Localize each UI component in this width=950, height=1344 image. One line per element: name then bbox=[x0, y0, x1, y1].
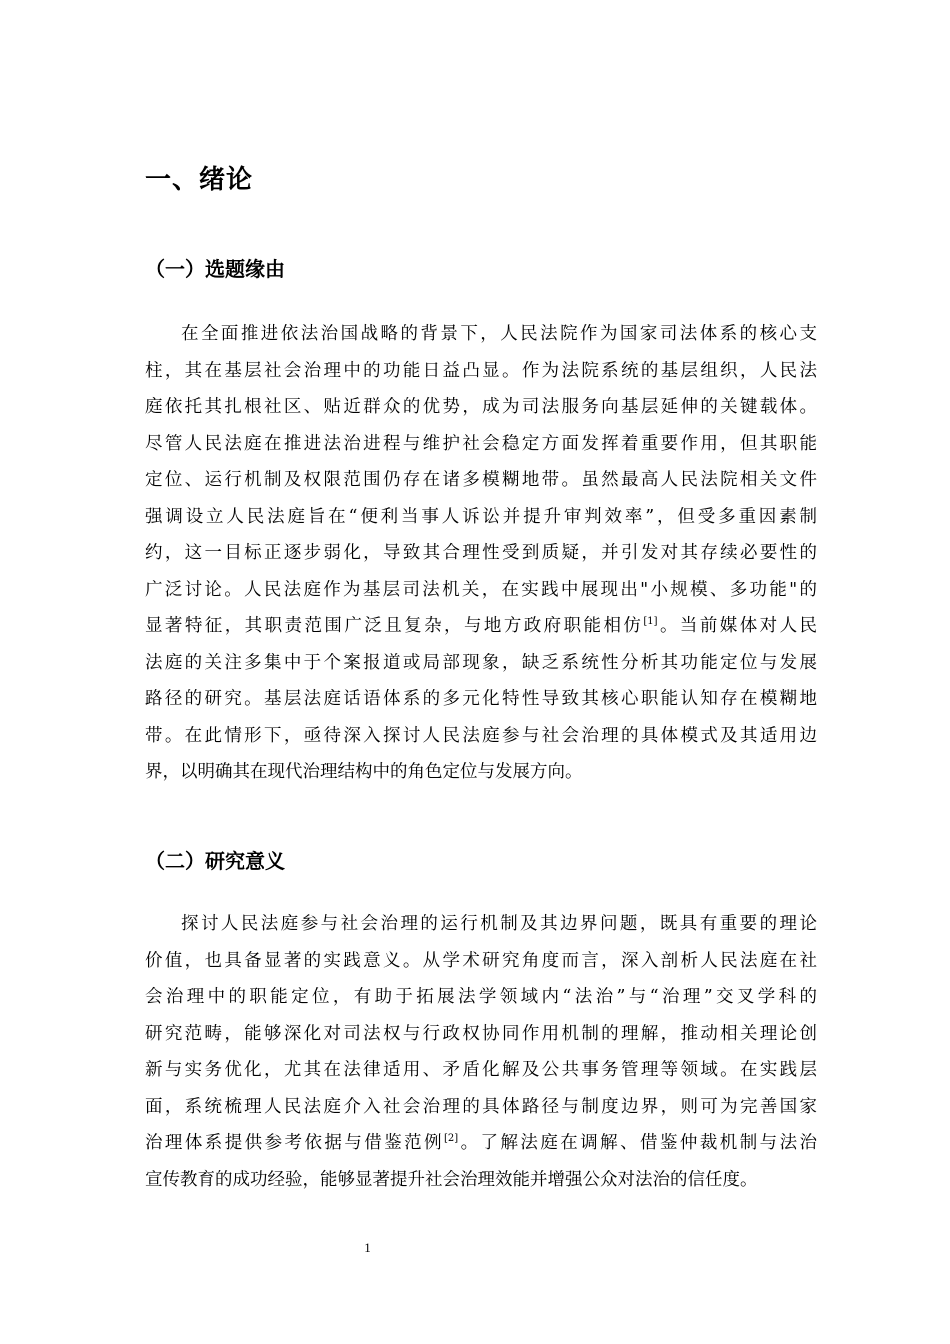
paragraph-line bbox=[145, 681, 817, 718]
paragraph-line bbox=[145, 645, 817, 682]
paragraph-line bbox=[145, 462, 817, 499]
line-text: 宣传教育的成功经验，能够显著提升社会治理效能并增强公众对法治的信任度。 bbox=[145, 1169, 758, 1190]
section-body-topic-reason bbox=[145, 316, 817, 791]
line-text: 探讨人民法庭参与社会治理的运行机制及其边界问题，既具有重要的理论 bbox=[181, 914, 817, 934]
line-text: 面，系统梳理人民法庭介入社会治理的具体路径与制度边界，则可为完善国家 bbox=[145, 1096, 817, 1117]
citation-reference: [2] bbox=[444, 1133, 459, 1144]
paragraph-line bbox=[145, 426, 817, 463]
section-body-research-significance bbox=[145, 906, 817, 1198]
line-text: 约，这一目标正逐步弱化，导致其合理性受到质疑，并引发对其存续必要性的 bbox=[145, 543, 817, 563]
line-text: 价值，也具备显著的实践意义。从学术研究角度而言，深入剖析人民法庭在社 bbox=[145, 950, 817, 971]
paragraph-line bbox=[145, 499, 817, 536]
paragraph-line bbox=[145, 943, 817, 980]
paragraph-line bbox=[145, 979, 817, 1016]
paragraph-line bbox=[145, 1162, 817, 1199]
line-text: 治理体系提供参考依据与借鉴范例 bbox=[145, 1133, 445, 1153]
line-text: 庭依托其扎根社区、贴近群众的优势，成为司法服务向基层延伸的关键载体。 bbox=[145, 397, 817, 417]
paragraph-line bbox=[145, 754, 817, 791]
paragraph-line bbox=[145, 316, 817, 353]
line-text: 定位、运行机制及权限范围仍存在诸多模糊地带。虽然最高人民法院相关文件 bbox=[145, 470, 817, 490]
paragraph-line bbox=[145, 718, 817, 755]
line-text: 柱，其在基层社会治理中的功能日益凸显。作为法院系统的基层组织，人民法 bbox=[145, 360, 817, 381]
line-text: 广泛讨论。人民法庭作为基层司法机关，在实践中展现出"小规模、多功能"的 bbox=[145, 579, 817, 600]
chapter-heading: 一、绪论 bbox=[145, 165, 254, 195]
paragraph-line bbox=[145, 1052, 817, 1089]
line-text: 在全面推进依法治国战略的背景下，人民法院作为国家司法体系的核心支 bbox=[181, 324, 817, 344]
line-text: 界，以明确其在现代治理结构中的角色定位与发展方向。 bbox=[145, 762, 583, 782]
paragraph-line bbox=[145, 1125, 817, 1162]
line-text: 强调设立人民法庭旨在“便利当事人诉讼并提升审判效率”，但受多重因素制 bbox=[145, 506, 817, 527]
line-text: 新与实务优化，尤其在法律适用、矛盾化解及公共事务管理等领域。在实践层 bbox=[145, 1060, 817, 1080]
paragraph-line bbox=[145, 353, 817, 390]
citation-reference: [1] bbox=[643, 616, 658, 627]
section-title-topic-reason: （一）选题缘由 bbox=[145, 257, 285, 281]
line-text: 法庭的关注多集中于个案报道或局部现象，缺乏系统性分析其功能定位与发展 bbox=[145, 652, 817, 673]
line-text: 。当前媒体对人民 bbox=[657, 616, 818, 636]
line-text: 显著特征，其职责范围广泛且复杂，与地方政府职能相仿 bbox=[145, 616, 644, 636]
paragraph-line bbox=[145, 389, 817, 426]
line-text: 研究范畴，能够深化对司法权与行政权协同作用机制的理解，推动相关理论创 bbox=[145, 1023, 817, 1044]
line-text: 尽管人民法庭在推进法治进程与维护社会稳定方面发挥着重要作用，但其职能 bbox=[145, 433, 817, 454]
section-title-research-significance: （二）研究意义 bbox=[145, 849, 285, 873]
paragraph-line bbox=[145, 1089, 817, 1126]
paragraph-line bbox=[145, 608, 817, 645]
page-number: 1 bbox=[364, 1240, 371, 1255]
paragraph-line bbox=[145, 906, 817, 943]
line-text: 路径的研究。基层法庭话语体系的多元化特性导致其核心职能认知存在模糊地 bbox=[145, 689, 817, 709]
paragraph-line bbox=[145, 535, 817, 572]
line-text: 。了解法庭在调解、借鉴仲裁机制与法治 bbox=[458, 1133, 818, 1153]
line-text: 带。在此情形下，亟待深入探讨人民法庭参与社会治理的具体模式及其适用边 bbox=[145, 725, 817, 746]
paragraph-line bbox=[145, 572, 817, 609]
paragraph-line bbox=[145, 1016, 817, 1053]
line-text: 会治理中的职能定位，有助于拓展法学领域内“法治”与“治理”交叉学科的 bbox=[145, 987, 817, 1007]
